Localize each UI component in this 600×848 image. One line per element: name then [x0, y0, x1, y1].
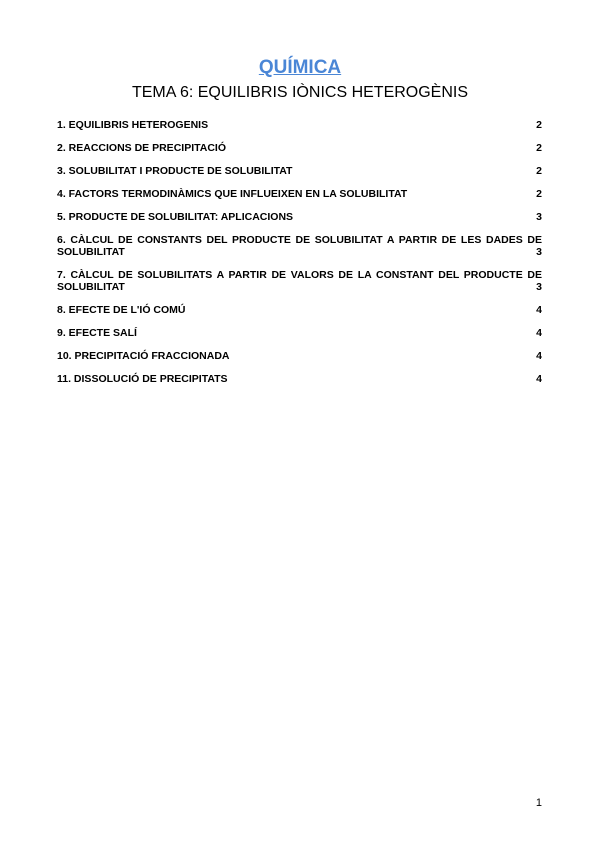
page-number: 1 [535, 797, 542, 809]
toc-entry-text: 3. SOLUBILITAT I PRODUCTE DE SOLUBILITAT [57, 165, 293, 177]
toc-entry-text: 10. PRECIPITACIÓ FRACCIONADA [57, 350, 230, 362]
toc-entry-page: 2 [536, 165, 542, 177]
toc-entry-page: 4 [536, 304, 542, 316]
toc-entry-3[interactable] [57, 165, 542, 177]
toc-entry-text: 1. EQUILIBRIS HETEROGENIS [57, 119, 209, 131]
document-title: QUÍMICA [258, 57, 342, 78]
toc-entry-9[interactable] [57, 327, 542, 339]
toc-entry-text: 6. CÀLCUL DE CONSTANTS DEL PRODUCTE DE SOLUBILITAT A PARTIR DE LES DADES DE SOLUBILITAT [57, 234, 542, 258]
toc-entry-text: 2. REACCIONS DE PRECIPITACIÓ [57, 142, 226, 154]
toc-entry-page: 4 [536, 327, 542, 339]
toc-entry-2[interactable] [57, 142, 542, 154]
toc-entry-page: 2 [536, 142, 542, 154]
toc-entry-text: 11. DISSOLUCIÓ DE PRECIPITATS [57, 373, 228, 385]
toc-entry-text: 5. PRODUCTE DE SOLUBILITAT: APLICACIONS [57, 211, 294, 223]
toc-entry-10[interactable] [57, 350, 542, 362]
toc-entry-11[interactable] [57, 373, 542, 385]
toc-entry-6[interactable] [57, 234, 542, 258]
toc-entry-page: 3 [536, 246, 542, 258]
toc-entry-page: 4 [536, 373, 542, 385]
document-subtitle: TEMA 6: EQUILIBRIS IÒNICS HETEROGÈNIS [131, 84, 469, 101]
toc-entry-page: 3 [536, 211, 542, 223]
toc-entry-text: 4. FACTORS TERMODINÀMICS QUE INFLUEIXEN EN LA SOLUBILITAT [57, 188, 408, 200]
toc-entry-page: 2 [536, 119, 542, 131]
table-of-contents [57, 119, 542, 396]
toc-entry-7[interactable] [57, 269, 542, 293]
toc-entry-text: 9. EFECTE SALÍ [57, 327, 137, 339]
toc-entry-page: 3 [536, 281, 542, 293]
toc-entry-1[interactable] [57, 119, 542, 131]
toc-entry-text: 8. EFECTE DE L'IÓ COMÚ [57, 304, 186, 316]
toc-entry-text: 7. CÀLCUL DE SOLUBILITATS A PARTIR DE VALORS DE LA CONSTANT DEL PRODUCTE DE SOLUBILITAT [57, 269, 542, 293]
toc-entry-8[interactable] [57, 304, 542, 316]
toc-entry-5[interactable] [57, 211, 542, 223]
toc-entry-4[interactable] [57, 188, 542, 200]
toc-entry-page: 4 [536, 350, 542, 362]
toc-entry-page: 2 [536, 188, 542, 200]
